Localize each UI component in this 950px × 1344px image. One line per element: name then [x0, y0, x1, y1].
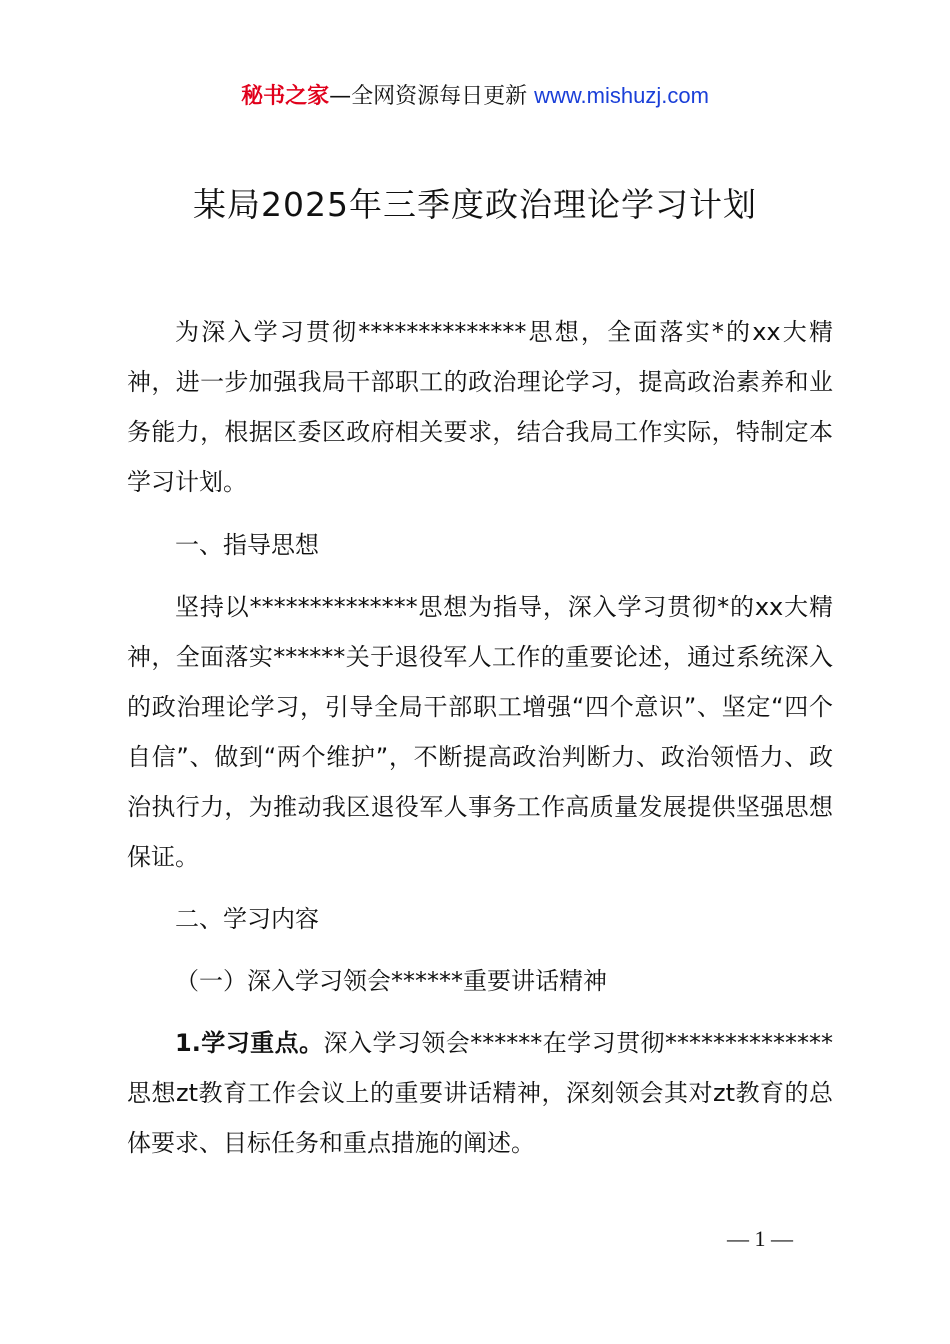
page-number: — 1 —	[727, 1226, 793, 1251]
site-url-link[interactable]: www.mishuzj.com	[534, 83, 709, 108]
section2-heading: 二、学习内容	[175, 905, 319, 933]
document-title: 某局2025年三季度政治理论学习计划	[193, 185, 757, 224]
intro-paragraph	[127, 307, 833, 507]
section1-text: 坚持以**************思想为指导，深入学习贯彻*的xx大精神，全面落实******关于退役军人工作的重要论述，通过系统深入的政治理论学习，引导全局干部职工增强“四个意识”、坚定“四个自信”、做到“两个维护”，不断提高政治判断力、政治领悟力、政治执行力，为推动我区退役军人事务工作高质量发展提供坚强思想保证。	[127, 593, 833, 871]
guiding-ideology-paragraph	[127, 582, 833, 882]
subsection1-heading: （一）深入学习领会******重要讲话精神	[175, 967, 607, 995]
section-heading-study-content	[127, 894, 833, 944]
item1-label: 1.学习重点。	[175, 1029, 324, 1057]
item1-paragraph	[127, 1018, 833, 1168]
site-slogan: —全网资源每日更新	[329, 84, 535, 109]
site-brand: 秘书之家	[241, 84, 330, 109]
section-heading-guiding-ideology	[127, 520, 833, 570]
site-header	[0, 80, 950, 113]
subsection-heading	[127, 956, 833, 1006]
intro-text: 为深入学习贯彻**************思想，全面落实*的xx大精神，进一步加强我局干部职工的政治理论学习，提高政治素养和业务能力，根据区委区政府相关要求，结合我局工作实际，特制定本学习计划。	[127, 318, 833, 496]
section1-heading: 一、指导思想	[175, 531, 319, 559]
item1-text: 深入学习领会******在学习贯彻**************思想zt教育工作会议上的重要讲话精神，深刻领会其对zt教育的总体要求、目标任务和重点措施的阐述。	[127, 1029, 833, 1157]
study-focus-paragraph	[127, 1018, 833, 1168]
